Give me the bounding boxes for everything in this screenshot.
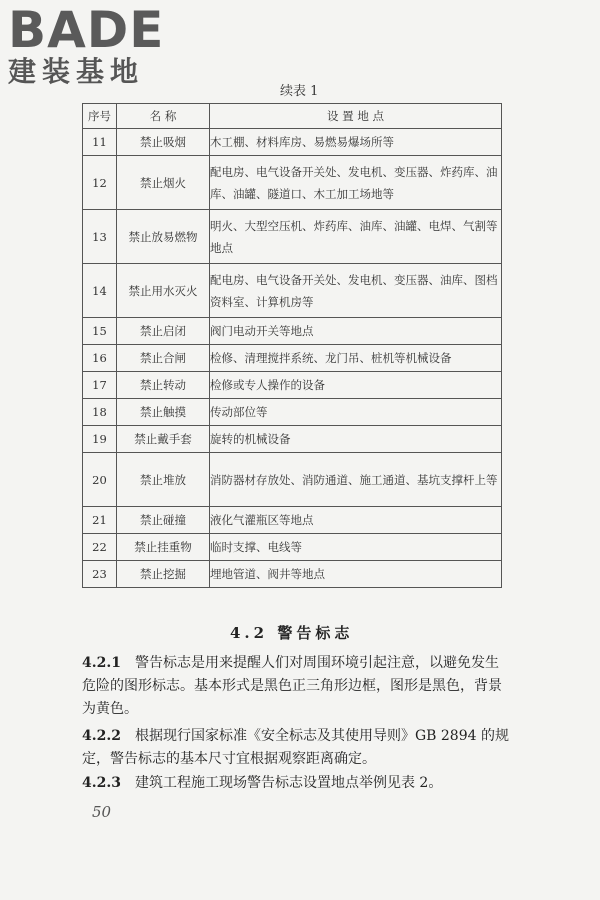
row-location: 阀门电动开关等地点 bbox=[210, 318, 502, 345]
row-name: 禁止戴手套 bbox=[117, 426, 210, 453]
row-name: 禁止转动 bbox=[117, 372, 210, 399]
row-location: 木工棚、材料库房、易燃易爆场所等 bbox=[210, 129, 502, 156]
row-name: 禁止启闭 bbox=[117, 318, 210, 345]
header-location: 设 置 地 点 bbox=[210, 104, 502, 129]
table-header-row bbox=[83, 104, 502, 129]
clause-text: 警告标志是用来提醒人们对周围环境引起注意，以避免发生危险的图形标志。基本形式是黑色正三角形边框，图形是黑色，背景为黄色。 bbox=[82, 655, 502, 717]
row-no: 20 bbox=[83, 453, 117, 507]
clause-number: 4.2.3 bbox=[82, 775, 121, 791]
logo-sub-text: 建装基地 bbox=[8, 55, 145, 88]
row-name: 禁止吸烟 bbox=[117, 129, 210, 156]
clause-number: 4.2.2 bbox=[82, 728, 121, 744]
table-row bbox=[83, 453, 502, 507]
table-row bbox=[83, 372, 502, 399]
logo bbox=[8, 1, 165, 88]
table-row bbox=[83, 318, 502, 345]
page-number: 50 bbox=[92, 803, 112, 821]
row-no: 19 bbox=[83, 426, 117, 453]
header-no: 序号 bbox=[83, 104, 117, 129]
table-row bbox=[83, 210, 502, 264]
table-caption: 续表 1 bbox=[280, 84, 319, 99]
section-title: 4.2 警告标志 bbox=[230, 624, 354, 642]
row-no: 18 bbox=[83, 399, 117, 426]
row-no: 23 bbox=[83, 561, 117, 588]
row-location: 检修或专人操作的设备 bbox=[210, 372, 502, 399]
row-location: 埋地管道、阀井等地点 bbox=[210, 561, 502, 588]
row-no: 15 bbox=[83, 318, 117, 345]
table-row bbox=[83, 345, 502, 372]
row-name: 禁止烟火 bbox=[117, 156, 210, 210]
paragraph-4-2-2 bbox=[82, 725, 512, 771]
table-row bbox=[83, 156, 502, 210]
row-location: 检修、清理搅拌系统、龙门吊、桩机等机械设备 bbox=[210, 345, 502, 372]
table-row bbox=[83, 426, 502, 453]
row-name: 禁止挂重物 bbox=[117, 534, 210, 561]
row-no: 13 bbox=[83, 210, 117, 264]
row-location: 配电房、电气设备开关处、发电机、变压器、炸药库、油库、油罐、隧道口、木工加工场地等 bbox=[210, 156, 502, 210]
table-row bbox=[83, 129, 502, 156]
row-no: 16 bbox=[83, 345, 117, 372]
row-no: 17 bbox=[83, 372, 117, 399]
row-no: 14 bbox=[83, 264, 117, 318]
row-location: 旋转的机械设备 bbox=[210, 426, 502, 453]
clause-text: 建筑工程施工现场警告标志设置地点举例见表 2。 bbox=[134, 775, 443, 791]
row-name: 禁止放易燃物 bbox=[117, 210, 210, 264]
row-no: 22 bbox=[83, 534, 117, 561]
clause-number: 4.2.1 bbox=[82, 655, 121, 671]
table-row bbox=[83, 534, 502, 561]
row-name: 禁止挖掘 bbox=[117, 561, 210, 588]
table-row bbox=[83, 561, 502, 588]
row-location: 明火、大型空压机、炸药库、油库、油罐、电焊、气割等地点 bbox=[210, 210, 502, 264]
logo-main-text: BADE bbox=[8, 1, 165, 59]
sign-location-table bbox=[82, 103, 502, 588]
row-location: 配电房、电气设备开关处、发电机、变压器、油库、图档资料室、计算机房等 bbox=[210, 264, 502, 318]
row-no: 12 bbox=[83, 156, 117, 210]
row-location: 液化气灌瓶区等地点 bbox=[210, 507, 502, 534]
row-location: 临时支撑、电线等 bbox=[210, 534, 502, 561]
clause-text: 根据现行国家标准《安全标志及其使用导则》GB 2894 的规定，警告标志的基本尺寸宜根据观察距离确定。 bbox=[82, 728, 509, 767]
paragraph-4-2-3 bbox=[82, 772, 512, 795]
table-row bbox=[83, 507, 502, 534]
header-name: 名 称 bbox=[117, 104, 210, 129]
row-no: 21 bbox=[83, 507, 117, 534]
row-name: 禁止触摸 bbox=[117, 399, 210, 426]
row-name: 禁止用水灭火 bbox=[117, 264, 210, 318]
row-location: 传动部位等 bbox=[210, 399, 502, 426]
paragraph-4-2-1 bbox=[82, 652, 512, 721]
row-name: 禁止碰撞 bbox=[117, 507, 210, 534]
table-row bbox=[83, 264, 502, 318]
row-location: 消防器材存放处、消防通道、施工通道、基坑支撑杆上等 bbox=[210, 453, 502, 507]
row-name: 禁止堆放 bbox=[117, 453, 210, 507]
row-no: 11 bbox=[83, 129, 117, 156]
table-row bbox=[83, 399, 502, 426]
row-name: 禁止合闸 bbox=[117, 345, 210, 372]
